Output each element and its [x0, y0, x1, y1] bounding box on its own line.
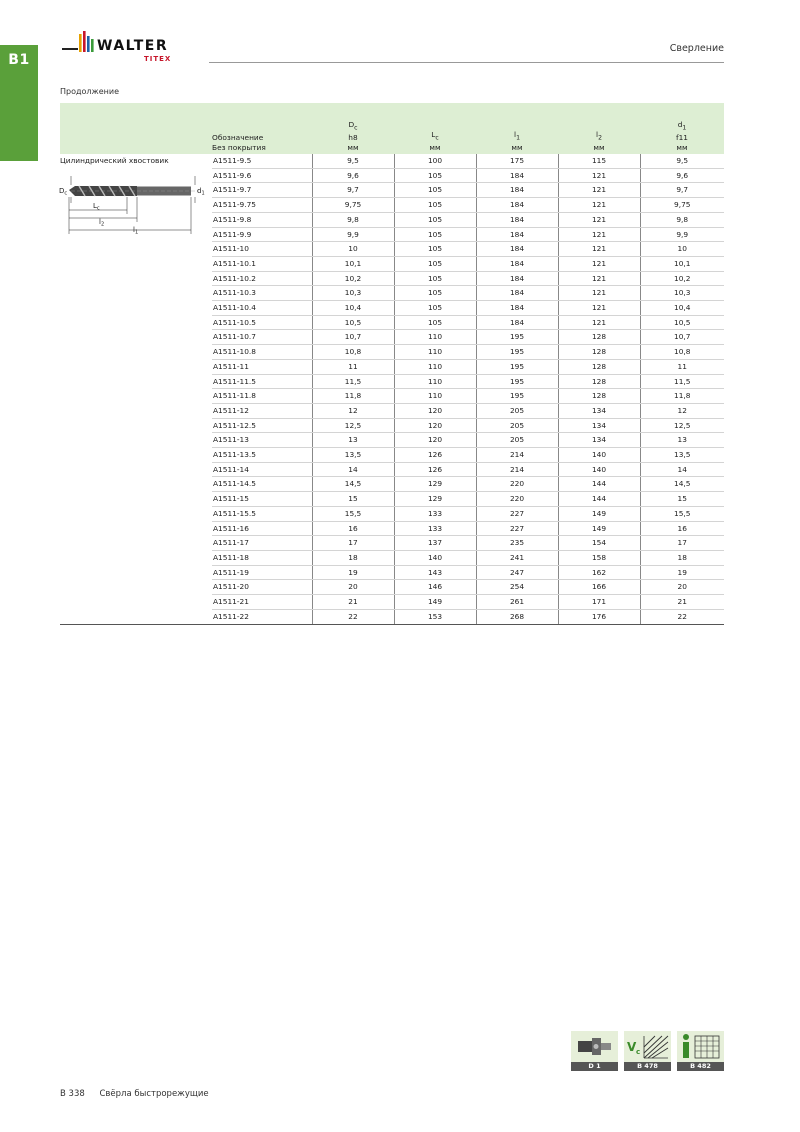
side-blank-cell — [60, 492, 212, 507]
d1-cell: 9,8 — [640, 212, 724, 227]
header-dc: $D_c$ h8 мм — [312, 103, 394, 154]
l1-cell: 268 — [476, 609, 558, 624]
d1-cell: 9,6 — [640, 168, 724, 183]
lc-cell: 146 — [394, 580, 476, 595]
side-blank-cell — [60, 271, 212, 286]
table-row — [60, 374, 724, 389]
lc-cell: 129 — [394, 477, 476, 492]
side-blank-cell — [60, 315, 212, 330]
l1-cell: 184 — [476, 271, 558, 286]
d1-cell: 21 — [640, 595, 724, 610]
d1-cell: 10 — [640, 242, 724, 257]
dc-cell: 9,75 — [312, 198, 394, 213]
designation-cell: A1511-22 — [212, 609, 312, 624]
page-footer — [60, 1089, 209, 1099]
chapter-tab: B1 — [0, 45, 38, 161]
lc-cell: 120 — [394, 418, 476, 433]
l2-cell: 121 — [558, 242, 640, 257]
lc-cell: 133 — [394, 506, 476, 521]
side-blank-cell — [60, 521, 212, 536]
table-row — [60, 521, 724, 536]
dc-cell: 18 — [312, 550, 394, 565]
lc-cell: 120 — [394, 403, 476, 418]
table-row — [60, 359, 724, 374]
dc-cell: 10,4 — [312, 301, 394, 316]
l2-cell: 128 — [558, 330, 640, 345]
l1-cell: 205 — [476, 433, 558, 448]
d1-cell: 12 — [640, 403, 724, 418]
table-row — [60, 403, 724, 418]
table-row — [60, 433, 724, 448]
side-blank-cell — [60, 609, 212, 624]
table-row — [60, 418, 724, 433]
designation-cell: A1511-14 — [212, 462, 312, 477]
d1-cell: 9,5 — [640, 154, 724, 168]
lc-cell: 105 — [394, 198, 476, 213]
designation-cell: A1511-11.5 — [212, 374, 312, 389]
l2-cell: 158 — [558, 550, 640, 565]
d1-cell: 10,2 — [640, 271, 724, 286]
lc-cell: 110 — [394, 345, 476, 360]
info-table-icon[interactable] — [677, 1031, 724, 1073]
l1-cell: 220 — [476, 477, 558, 492]
designation-cell: A1511-11 — [212, 359, 312, 374]
lc-cell: 126 — [394, 462, 476, 477]
side-blank-cell — [60, 301, 212, 316]
d1-cell: 11,5 — [640, 374, 724, 389]
svg-text:c: c — [636, 1048, 641, 1056]
designation-cell: A1511-9.9 — [212, 227, 312, 242]
table-row — [60, 565, 724, 580]
d1-cell: 15,5 — [640, 506, 724, 521]
l1-cell: 220 — [476, 492, 558, 507]
dc-cell: 14 — [312, 462, 394, 477]
l1-cell: 195 — [476, 330, 558, 345]
d1-cell: 10,1 — [640, 256, 724, 271]
designation-cell: A1511-21 — [212, 595, 312, 610]
d1-cell: 10,5 — [640, 315, 724, 330]
table-row — [60, 448, 724, 463]
d1-cell: 10,7 — [640, 330, 724, 345]
l2-cell: 121 — [558, 315, 640, 330]
dc-cell: 13,5 — [312, 448, 394, 463]
l1-cell: 205 — [476, 403, 558, 418]
footer-title: Свёрла быстрорежущие — [99, 1089, 209, 1099]
dc-cell: 11,5 — [312, 374, 394, 389]
d1-cell: 11,8 — [640, 389, 724, 404]
dc-cell: 10,7 — [312, 330, 394, 345]
cutting-data-icon[interactable] — [624, 1031, 671, 1073]
dc-cell: 14,5 — [312, 477, 394, 492]
designation-cell: A1511-13.5 — [212, 448, 312, 463]
l2-cell: 134 — [558, 433, 640, 448]
icon-tag-b478: B 478 — [624, 1062, 671, 1071]
l2-cell: 144 — [558, 477, 640, 492]
header-rule — [209, 62, 724, 63]
l1-cell: 205 — [476, 418, 558, 433]
designation-cell: A1511-13 — [212, 433, 312, 448]
l2-cell: 121 — [558, 212, 640, 227]
d1-cell: 22 — [640, 609, 724, 624]
l2-cell: 134 — [558, 403, 640, 418]
dc-cell: 16 — [312, 521, 394, 536]
l1-cell: 184 — [476, 256, 558, 271]
designation-cell: A1511-20 — [212, 580, 312, 595]
table-row — [60, 315, 724, 330]
dc-cell: 11 — [312, 359, 394, 374]
dc-cell: 22 — [312, 609, 394, 624]
lc-cell: 105 — [394, 301, 476, 316]
shank-type-label: Цилиндрический хвостовик — [60, 156, 169, 165]
l2-cell: 121 — [558, 227, 640, 242]
l2-cell: 121 — [558, 183, 640, 198]
l1-cell: 195 — [476, 374, 558, 389]
d1-cell: 16 — [640, 521, 724, 536]
table-row — [60, 286, 724, 301]
lc-cell: 110 — [394, 374, 476, 389]
dc-cell: 9,9 — [312, 227, 394, 242]
l2-cell: 176 — [558, 609, 640, 624]
dc-cell: 12 — [312, 403, 394, 418]
lc-cell: 140 — [394, 550, 476, 565]
lc-cell: 126 — [394, 448, 476, 463]
dc-cell: 12,5 — [312, 418, 394, 433]
d1-cell: 10,3 — [640, 286, 724, 301]
side-blank-cell — [60, 330, 212, 345]
svg-text:V: V — [627, 1040, 637, 1054]
d1-cell: 13 — [640, 433, 724, 448]
d1-cell: 13,5 — [640, 448, 724, 463]
l1-cell: 195 — [476, 389, 558, 404]
lc-cell: 149 — [394, 595, 476, 610]
side-blank-cell — [60, 580, 212, 595]
d1-cell: 14 — [640, 462, 724, 477]
d1-cell: 18 — [640, 550, 724, 565]
designation-cell: A1511-9.5 — [212, 154, 312, 168]
designation-cell: A1511-12 — [212, 403, 312, 418]
icon-tag-b482: B 482 — [677, 1062, 724, 1071]
dc-cell: 10 — [312, 242, 394, 257]
l1-cell: 184 — [476, 168, 558, 183]
dc-cell: 10,2 — [312, 271, 394, 286]
designation-cell: A1511-10.5 — [212, 315, 312, 330]
side-blank-cell — [60, 595, 212, 610]
l1-cell: 241 — [476, 550, 558, 565]
header-lc: $L_c$ мм — [394, 103, 476, 154]
icon-tag-d1: D 1 — [571, 1062, 618, 1071]
lc-cell: 105 — [394, 168, 476, 183]
drill-drawing — [59, 170, 209, 236]
side-blank-cell — [60, 418, 212, 433]
lc-cell: 153 — [394, 609, 476, 624]
side-blank-cell — [60, 550, 212, 565]
table-row — [60, 271, 724, 286]
walter-titex-logo — [60, 28, 200, 68]
continued-label: Продолжение — [60, 87, 120, 96]
designation-cell: A1511-10.1 — [212, 256, 312, 271]
table-row — [60, 595, 724, 610]
l1-cell: 247 — [476, 565, 558, 580]
dc-cell: 9,8 — [312, 212, 394, 227]
side-blank-cell — [60, 448, 212, 463]
table-row — [60, 389, 724, 404]
side-label-cell — [60, 154, 212, 168]
header-d1: $d_1$ f11 мм — [640, 103, 724, 154]
table-row — [60, 477, 724, 492]
dc-cell: 13 — [312, 433, 394, 448]
table-row — [60, 154, 724, 168]
page-number: B 338 — [60, 1089, 85, 1099]
dc-cell: 10,8 — [312, 345, 394, 360]
l1-cell: 184 — [476, 315, 558, 330]
tool-holder-icon[interactable] — [571, 1031, 618, 1073]
table-header-row — [60, 103, 724, 154]
lc-cell: 105 — [394, 242, 476, 257]
lc-cell: 143 — [394, 565, 476, 580]
designation-cell: A1511-9.6 — [212, 168, 312, 183]
lc-cell: 105 — [394, 227, 476, 242]
l2-cell: 134 — [558, 418, 640, 433]
d1-cell: 10,4 — [640, 301, 724, 316]
dc-cell: 9,6 — [312, 168, 394, 183]
l1-cell: 175 — [476, 154, 558, 168]
dc-cell: 10,1 — [312, 256, 394, 271]
lc-cell: 110 — [394, 389, 476, 404]
svg-text:d1: $d_1$ — [197, 187, 205, 197]
lc-cell: 100 — [394, 154, 476, 168]
l1-cell: 184 — [476, 242, 558, 257]
d1-cell: 9,75 — [640, 198, 724, 213]
l2-cell: 128 — [558, 374, 640, 389]
designation-cell: A1511-10.7 — [212, 330, 312, 345]
designation-cell: A1511-16 — [212, 521, 312, 536]
l2-cell: 162 — [558, 565, 640, 580]
table-row — [60, 506, 724, 521]
d1-cell: 15 — [640, 492, 724, 507]
designation-cell: A1511-15.5 — [212, 506, 312, 521]
l2-cell: 149 — [558, 506, 640, 521]
designation-cell: A1511-9.8 — [212, 212, 312, 227]
side-blank-cell — [60, 565, 212, 580]
lc-cell: 105 — [394, 183, 476, 198]
side-blank-cell — [60, 286, 212, 301]
lc-cell: 133 — [394, 521, 476, 536]
d1-cell: 12,5 — [640, 418, 724, 433]
svg-text:l2: $l_2$ — [99, 218, 105, 228]
side-blank-cell — [60, 403, 212, 418]
d1-cell: 20 — [640, 580, 724, 595]
l2-cell: 149 — [558, 521, 640, 536]
l2-cell: 121 — [558, 271, 640, 286]
designation-cell: A1511-19 — [212, 565, 312, 580]
l1-cell: 184 — [476, 183, 558, 198]
lc-cell: 105 — [394, 286, 476, 301]
table-row — [60, 580, 724, 595]
svg-text:Lc: $L_c$ — [93, 202, 100, 212]
dc-cell: 20 — [312, 580, 394, 595]
l2-cell: 166 — [558, 580, 640, 595]
table-row — [60, 345, 724, 360]
lc-cell: 120 — [394, 433, 476, 448]
side-blank-cell — [60, 536, 212, 551]
l2-cell: 128 — [558, 345, 640, 360]
side-blank-cell — [60, 433, 212, 448]
dc-cell: 9,5 — [312, 154, 394, 168]
dc-cell: 11,8 — [312, 389, 394, 404]
side-blank-cell — [60, 389, 212, 404]
designation-cell: A1511-10.4 — [212, 301, 312, 316]
header-blank — [60, 103, 212, 154]
l1-cell: 214 — [476, 462, 558, 477]
l1-cell: 184 — [476, 227, 558, 242]
svg-text:TITEX: TITEX — [144, 55, 172, 63]
designation-cell: A1511-14.5 — [212, 477, 312, 492]
svg-text:Dc: $D_c$ — [59, 187, 68, 197]
l2-cell: 171 — [558, 595, 640, 610]
lc-cell: 105 — [394, 256, 476, 271]
lc-cell: 105 — [394, 315, 476, 330]
lc-cell: 110 — [394, 359, 476, 374]
table-row — [60, 609, 724, 624]
d1-cell: 17 — [640, 536, 724, 551]
dc-cell: 10,3 — [312, 286, 394, 301]
side-blank-cell — [60, 256, 212, 271]
header-l1: $l_1$ мм — [476, 103, 558, 154]
l1-cell: 235 — [476, 536, 558, 551]
l2-cell: 121 — [558, 198, 640, 213]
header-l2: $l_2$ мм — [558, 103, 640, 154]
l1-cell: 214 — [476, 448, 558, 463]
table-row — [60, 256, 724, 271]
lc-cell: 110 — [394, 330, 476, 345]
l2-cell: 121 — [558, 168, 640, 183]
l1-cell: 254 — [476, 580, 558, 595]
table-row — [60, 330, 724, 345]
l1-cell: 261 — [476, 595, 558, 610]
l2-cell: 121 — [558, 256, 640, 271]
side-blank-cell — [60, 374, 212, 389]
section-title: Сверление — [669, 43, 724, 54]
designation-cell: A1511-18 — [212, 550, 312, 565]
l2-cell: 128 — [558, 389, 640, 404]
side-blank-cell — [60, 345, 212, 360]
l2-cell: 128 — [558, 359, 640, 374]
designation-cell: A1511-17 — [212, 536, 312, 551]
designation-cell: A1511-15 — [212, 492, 312, 507]
designation-cell: A1511-12.5 — [212, 418, 312, 433]
table-row — [60, 550, 724, 565]
l2-cell: 144 — [558, 492, 640, 507]
side-blank-cell — [60, 359, 212, 374]
reference-icons — [571, 1031, 724, 1073]
l2-cell: 140 — [558, 448, 640, 463]
table-row — [60, 301, 724, 316]
dc-cell: 21 — [312, 595, 394, 610]
side-blank-cell — [60, 506, 212, 521]
l2-cell: 121 — [558, 301, 640, 316]
l2-cell: 121 — [558, 286, 640, 301]
lc-cell: 137 — [394, 536, 476, 551]
l1-cell: 195 — [476, 359, 558, 374]
table-row — [60, 242, 724, 257]
svg-text:WALTER: WALTER — [97, 38, 169, 54]
header-designation: Обозначение Без покрытия — [212, 103, 312, 154]
l1-cell: 184 — [476, 286, 558, 301]
designation-cell: A1511-10 — [212, 242, 312, 257]
d1-cell: 14,5 — [640, 477, 724, 492]
l1-cell: 227 — [476, 506, 558, 521]
l2-cell: 115 — [558, 154, 640, 168]
l2-cell: 140 — [558, 462, 640, 477]
table-row — [60, 536, 724, 551]
l1-cell: 184 — [476, 212, 558, 227]
side-blank-cell — [60, 242, 212, 257]
d1-cell: 9,9 — [640, 227, 724, 242]
lc-cell: 105 — [394, 271, 476, 286]
d1-cell: 11 — [640, 359, 724, 374]
d1-cell: 19 — [640, 565, 724, 580]
l1-cell: 184 — [476, 198, 558, 213]
designation-cell: A1511-11.8 — [212, 389, 312, 404]
table-row — [60, 492, 724, 507]
l2-cell: 154 — [558, 536, 640, 551]
l1-cell: 227 — [476, 521, 558, 536]
dc-cell: 17 — [312, 536, 394, 551]
l1-cell: 195 — [476, 345, 558, 360]
dc-cell: 19 — [312, 565, 394, 580]
side-blank-cell — [60, 462, 212, 477]
lc-cell: 105 — [394, 212, 476, 227]
l1-cell: 184 — [476, 301, 558, 316]
dc-cell: 15 — [312, 492, 394, 507]
dc-cell: 10,5 — [312, 315, 394, 330]
d1-cell: 10,8 — [640, 345, 724, 360]
d1-cell: 9,7 — [640, 183, 724, 198]
designation-cell: A1511-10.8 — [212, 345, 312, 360]
designation-cell: A1511-10.2 — [212, 271, 312, 286]
designation-cell: A1511-9.75 — [212, 198, 312, 213]
lc-cell: 129 — [394, 492, 476, 507]
side-blank-cell — [60, 477, 212, 492]
dc-cell: 15,5 — [312, 506, 394, 521]
dc-cell: 9,7 — [312, 183, 394, 198]
designation-cell: A1511-9.7 — [212, 183, 312, 198]
designation-cell: A1511-10.3 — [212, 286, 312, 301]
svg-text:l1: $l_1$ — [133, 226, 139, 236]
table-row — [60, 462, 724, 477]
